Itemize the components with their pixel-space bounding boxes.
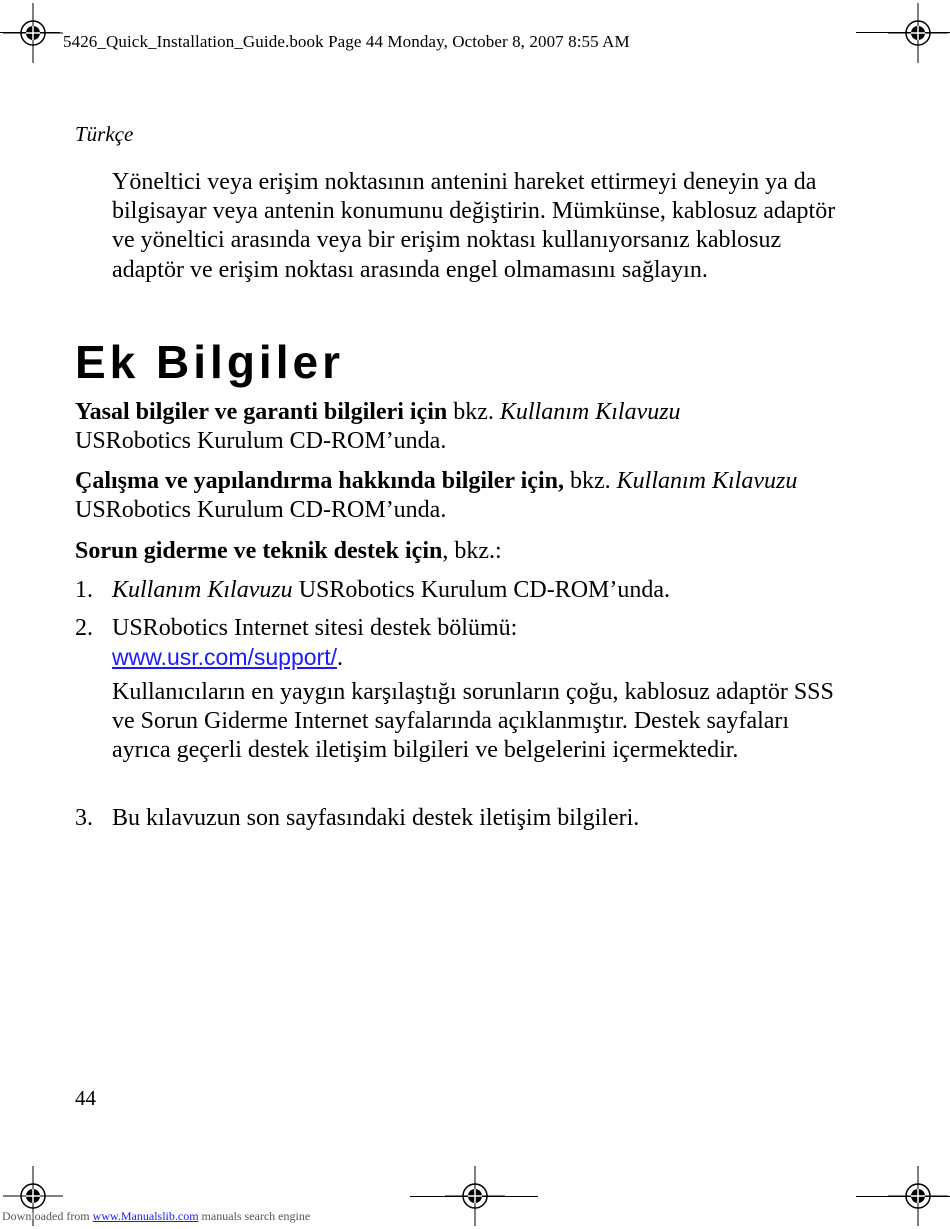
list-item-text: USRobotics Internet sitesi destek bölümü: <box>112 615 518 641</box>
list-item <box>112 576 852 605</box>
registration-mark-icon <box>888 3 948 63</box>
info-legal-italic: Kullanım Kılavuzu <box>499 399 681 425</box>
book-header: 5426_Quick_Installation_Guide.book Page 44 Monday, October 8, 2007 8:55 AM <box>63 32 630 51</box>
intro-paragraph: Yöneltici veya erişim noktasının antenini hareket ettirmeyi deneyin ya da bilgisayar veya antenin konumunu değiştirin. Mümkünse, kablosuz adaptör ve yöneltici arasında veya bir erişim noktası kullanıyorsanız kablosuz adaptör ve erişim noktası arasında engel olmamasını sağlayın. <box>112 169 836 283</box>
info-support-text: , bkz.: <box>442 538 502 564</box>
footer-link[interactable]: www.Manualslib.com <box>92 1209 199 1223</box>
footer-prefix: Downloaded from <box>2 1209 93 1223</box>
list-item <box>112 614 852 673</box>
list-item: Bu kılavuzun son sayfasındaki destek iletişim bilgileri. <box>112 805 640 831</box>
section-tag: Türkçe <box>75 122 134 146</box>
link-period: . <box>336 645 343 671</box>
page-number: 44 <box>75 1086 96 1110</box>
info-legal-text: bkz. <box>447 399 500 425</box>
info-config-bold: Çalışma ve yapılandırma hakkında bilgiler için, <box>75 468 564 494</box>
info-config-text-2: USRobotics Kurulum CD-ROM’unda. <box>75 496 447 523</box>
info-config <box>75 467 855 524</box>
info-legal <box>75 398 855 455</box>
list-item-detail: Kullanıcıların en yaygın karşılaştığı sorunların çoğu, kablosuz adaptör SSS ve Sorun Giderme Internet sayfalarında açıklanmıştır. Destek sayfaları ayrıca geçerli destek iletişim bilgileri ve belgelerini içermektedir. <box>112 679 834 763</box>
info-config-italic: Kullanım Kılavuzu <box>616 468 798 494</box>
list-item-text: USRobotics Kurulum CD-ROM’unda. <box>292 577 671 603</box>
registration-mark-icon <box>445 1166 505 1226</box>
list-number: 2. <box>75 615 93 641</box>
info-config-text: bkz. <box>563 468 617 494</box>
support-link[interactable]: www.usr.com/support/ <box>112 644 337 670</box>
footer <box>2 1209 310 1224</box>
list-number: 3. <box>75 805 93 831</box>
list-number: 1. <box>75 577 93 603</box>
footer-suffix: manuals search engine <box>198 1209 311 1223</box>
registration-mark-icon <box>888 1166 948 1226</box>
info-legal-bold: Yasal bilgiler ve garanti bilgileri için <box>75 399 448 425</box>
registration-mark-icon <box>3 3 63 63</box>
info-legal-text-2: USRobotics Kurulum CD-ROM’unda. <box>75 427 447 454</box>
list-item-italic: Kullanım Kılavuzu <box>112 577 293 603</box>
page-title: Ek Bilgiler <box>75 336 344 388</box>
info-support-bold: Sorun giderme ve teknik destek için <box>75 538 443 564</box>
info-support <box>75 537 855 566</box>
